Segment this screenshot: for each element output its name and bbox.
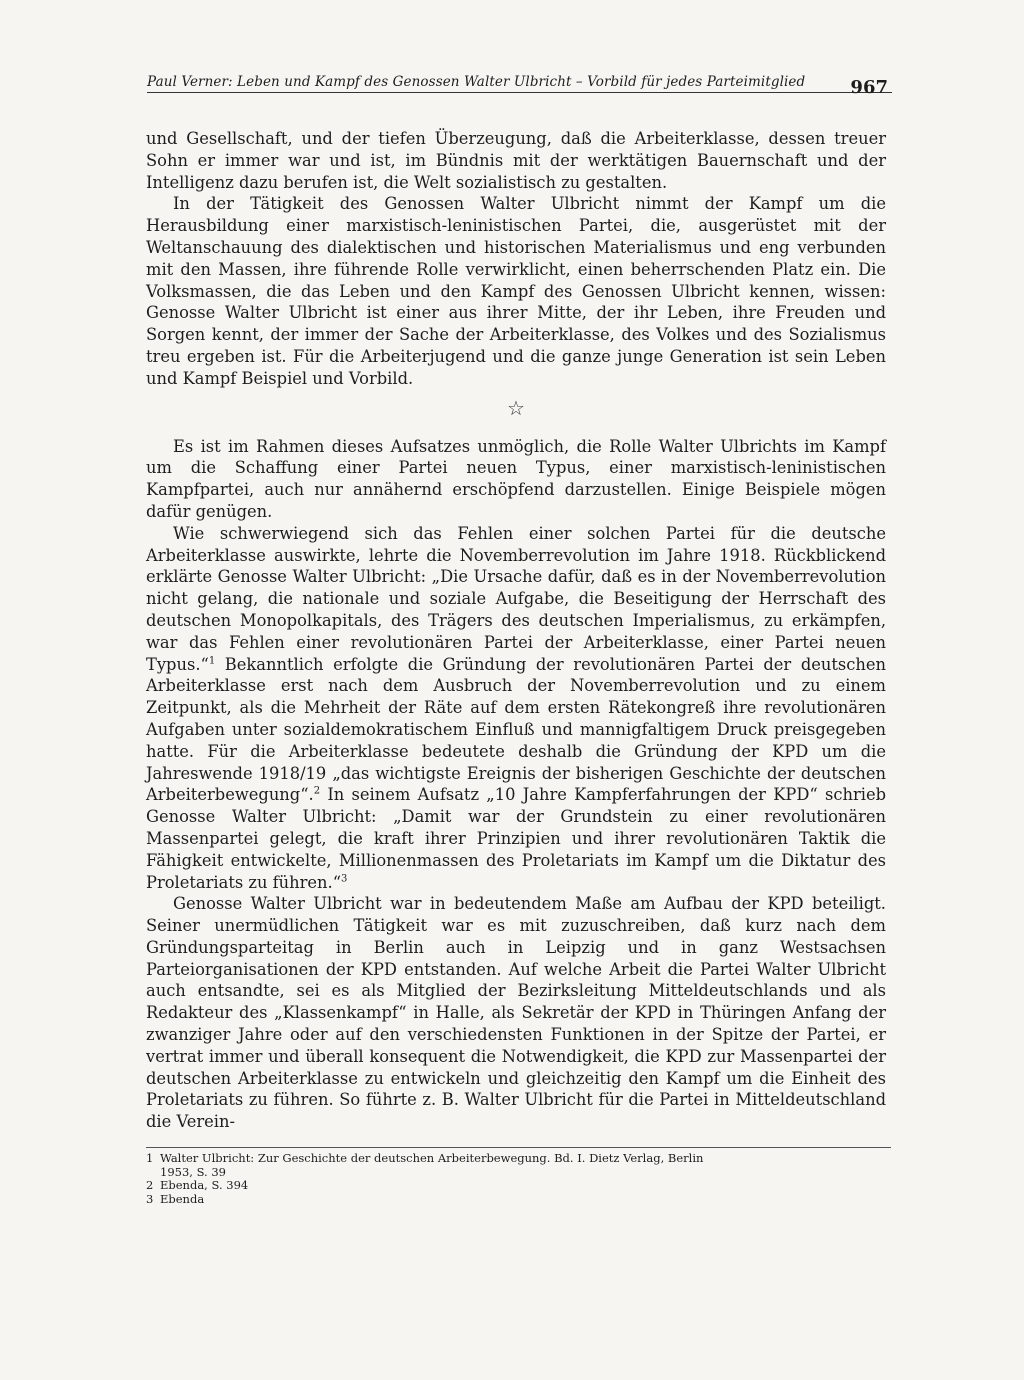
footnote-1 xyxy=(146,1152,891,1179)
running-head: Paul Verner: Leben und Kampf des Genossen Walter Ulbricht – Vorbild für jedes Parteimitglied xyxy=(147,74,806,90)
body-text xyxy=(146,128,886,1133)
footnote-number: 3 xyxy=(146,1191,154,1206)
paragraph-4-part-a: Wie schwerwiegend sich das Fehlen einer solchen Partei für die deutsche Arbeiterklasse auswirkte, lehrte die Novemberrevolution im Jahre 1918. Rückblickend erklärte Genosse Walter Ulbricht: „Die Ursache dafür, daß es in der Novemberrevolution nicht gelang, die nationale und soziale Aufgabe, die Beseitigung der Herrschaft des deutschen Monopolkapitals, des Trägers des deutschen Imperialismus, zu erkämpfen, war das Fehlen einer revolutionären Partei der Arbeiterklasse, einer Partei neuen Typus.“ xyxy=(146,523,886,674)
footnote-number: 1 xyxy=(146,1151,154,1165)
footnote-text: Ebenda xyxy=(160,1191,205,1206)
paragraph-4 xyxy=(146,523,886,894)
paragraph-2: In der Tätigkeit des Genossen Walter Ulbricht nimmt der Kampf um die Herausbildung einer marxistisch-leninistischen Partei, die, ausgerüstet mit der Weltanschauung des dialektischen und historischen Materialismus und eng verbunden mit den Massen, ihre führende Rolle verwirklicht, einen beherrschenden Platz ein. Die Volksmassen, die das Leben und den Kampf des Genossen Ulbricht kennen, wissen: Genosse Walter Ulbricht ist einer aus ihrer Mitte, der ihr Leben, ihre Freuden und Sorgen kennt, der immer der Sache der Arbeiterklasse, des Volkes und des Sozialismus treu ergeben ist. Für die Arbeiterjugend und die ganze junge Generation ist sein Leben und Kampf Beispiel und Vorbild. xyxy=(146,194,886,388)
paragraph-4-part-b: Bekanntlich erfolgte die Gründung der revolutionären Partei der deutschen Arbeiterklasse erst nach dem Ausbruch der Novemberrevolution und zu einem Zeitpunkt, als die Mehrheit der Räte auf dem ersten Rätekongreß ihre revolutionären Aufgaben unter sozialdemokratischem Einfluß und mannigfaltigem Druck preisgegeben hatte. Für die Arbeiterklasse bedeutete deshalb die Gründung der KPD um die Jahreswende 1918/19 „das wichtigste Ereignis der bisherigen Geschichte der deutschen Arbeiterbewegung“. xyxy=(146,654,886,805)
footnote-3 xyxy=(146,1193,891,1207)
footnote-ref-1: 1 xyxy=(208,655,216,667)
page-header xyxy=(147,74,892,98)
footnote-number: 2 xyxy=(146,1178,154,1192)
page-number: 967 xyxy=(850,77,888,98)
footnotes xyxy=(146,1147,891,1206)
footnote-text xyxy=(160,1152,891,1179)
footnote-text: Ebenda, S. 394 xyxy=(160,1178,249,1192)
paragraph-3: Es ist im Rahmen dieses Aufsatzes unmöglich, die Rolle Walter Ulbrichts im Kampf um die Schaffung einer Partei neuen Typus, einer marxistisch-leninistischen Kampfpartei, auch nur annähernd erschöpfend darzustellen. Einige Beispiele mögen dafür genügen. xyxy=(146,436,886,521)
section-divider-star-icon: ☆ xyxy=(507,395,525,420)
footnote-ref-3: 3 xyxy=(341,873,348,885)
footnote-ref-2: 2 xyxy=(313,785,321,797)
paragraph-1: und Gesellschaft, und der tiefen Überzeugung, daß die Arbeiterklasse, dessen treuer Sohn er immer war und ist, im Bündnis mit der werktätigen Bauernschaft und der Intelligenz dazu berufen ist, die Welt sozialistisch zu gestalten. xyxy=(146,129,886,192)
footnote-text-line-1: Walter Ulbricht: Zur Geschichte der deutschen Arbeiterbewegung. Bd. I. Dietz Verlag, Berlin xyxy=(160,1151,704,1165)
paragraph-4-part-c: In seinem Aufsatz „10 Jahre Kampferfahrungen der KPD“ schrieb Genosse Walter Ulbricht: „Damit war der Grundstein zu einer revolutionären Massenpartei gelegt, die kraft ihrer Prinzipien und ihrer revolutionären Taktik die Fähigkeit entwickelte, Millionenmassen des Proletariats im Kampf um die Diktatur des Proletariats zu führen.“ xyxy=(146,785,886,892)
paragraph-5: Genosse Walter Ulbricht war in bedeutendem Maße am Aufbau der KPD beteiligt. Seiner unermüdlichen Tätigkeit war es mit zuzuschreiben, daß kurz nach dem Gründungsparteitag in Berlin auch in Leipzig und in ganz Westsachsen Parteiorganisationen der KPD entstanden. Auf welche Arbeit die Partei Walter Ulbricht auch entsandte, sei es als Mitglied der Bezirksleitung Mitteldeutschlands und als Redakteur des „Klassenkampf“ in Halle, als Sekretär der KPD in Thüringen Anfang der zwanziger Jahre oder auf den verschiedensten Funktionen in der Spitze der Partei, er vertrat immer und überall konsequent die Notwendigkeit, die KPD zur Massenpartei der deutschen Arbeiterklasse zu entwickeln und gleichzeitig den Kampf um die Einheit des Proletariats zu führen. So führte z. B. Walter Ulbricht für die Partei in Mitteldeutschland die Verein- xyxy=(146,894,886,1132)
footnote-text-line-2: 1953, S. 39 xyxy=(160,1164,226,1179)
footnote-2 xyxy=(146,1179,891,1193)
